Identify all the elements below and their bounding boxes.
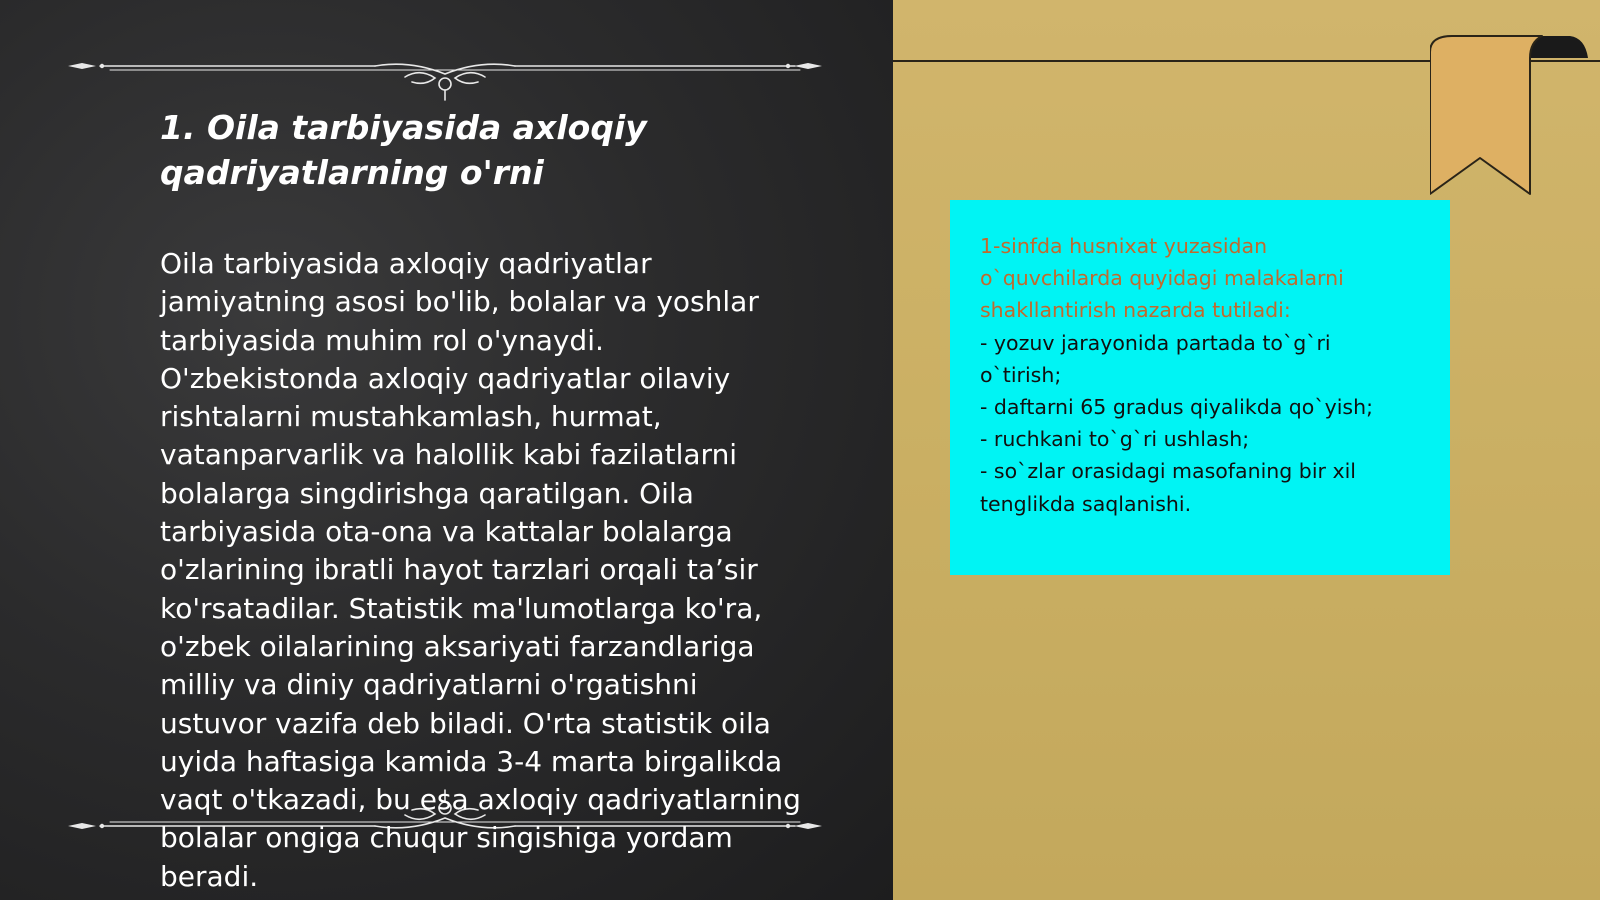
info-item-line: - ruchkani to`g`ri ushlash; [980,427,1250,452]
body-line: milliy va diniy qadriyatlarni o'rgatishni [160,668,698,702]
body-line: rishtalarni mustahkamlash, hurmat, [160,400,662,434]
body-line: ko'rsatadilar. Statistik ma'lumotlarga ko'ra, [160,591,763,625]
info-item-line: tenglikda saqlanishi. [980,491,1192,516]
top-ornament-divider-icon [60,52,830,102]
info-heading-line: shakllantirish nazarda tutiladi: [980,298,1291,323]
info-heading-line: o`quvchilarda quyidagi malakalarni [980,266,1344,291]
info-box [950,200,1450,575]
body-line: ustuvor vazifa deb biladi. O'rta statistik oila [160,706,771,740]
info-item-line: - daftarni 65 gradus qiyalikda qo`yish; [980,395,1373,420]
body-line: tarbiyasida ota-ona va kattalar bolalarga [160,515,733,549]
body-line: o'zlarining ibratli hayot tarzlari orqali ta’sir [160,553,758,587]
info-item-line: - yozuv jarayonida partada to`g`ri [980,330,1331,355]
body-line: beradi. [160,859,259,893]
info-heading-line: 1-sinfda husnixat yuzasidan [980,234,1268,258]
body-paragraph [160,245,860,896]
body-line: uyida haftasiga kamida 3-4 marta birgalikda [160,744,783,778]
info-item-line: o`tirish; [980,362,1062,387]
body-line: Oila tarbiyasida axloqiy qadriyatlar [160,247,652,280]
slide-title-line: qadriyatlarning o'rni [160,153,544,192]
body-line: tarbiyasida muhim rol o'ynaydi. [160,323,604,357]
slide-title-line: 1. Oila tarbiyasida axloqiy [160,108,647,147]
body-line: jamiyatning asosi bo'lib, bolalar va yoshlar [160,285,759,319]
body-line: bolalarga singdirishga qaratilgan. Oila [160,476,694,510]
body-line: O'zbekistonda axloqiy qadriyatlar oilaviy [160,361,731,395]
info-item-line: - so`zlar orasidagi masofaning bir xil [980,459,1356,484]
slide-title [160,105,800,195]
body-line: vaqt o'tkazadi, bu esa axloqiy qadriyatlarning [160,783,801,817]
body-line: vatanparvarlik va halollik kabi fazilatlarni [160,438,738,472]
bookmark-ribbon-icon [1430,34,1600,204]
body-line: o'zbek oilalarining aksariyati farzandlariga [160,629,755,663]
body-line: bolalar ongiga chuqur singishiga yordam [160,821,733,855]
